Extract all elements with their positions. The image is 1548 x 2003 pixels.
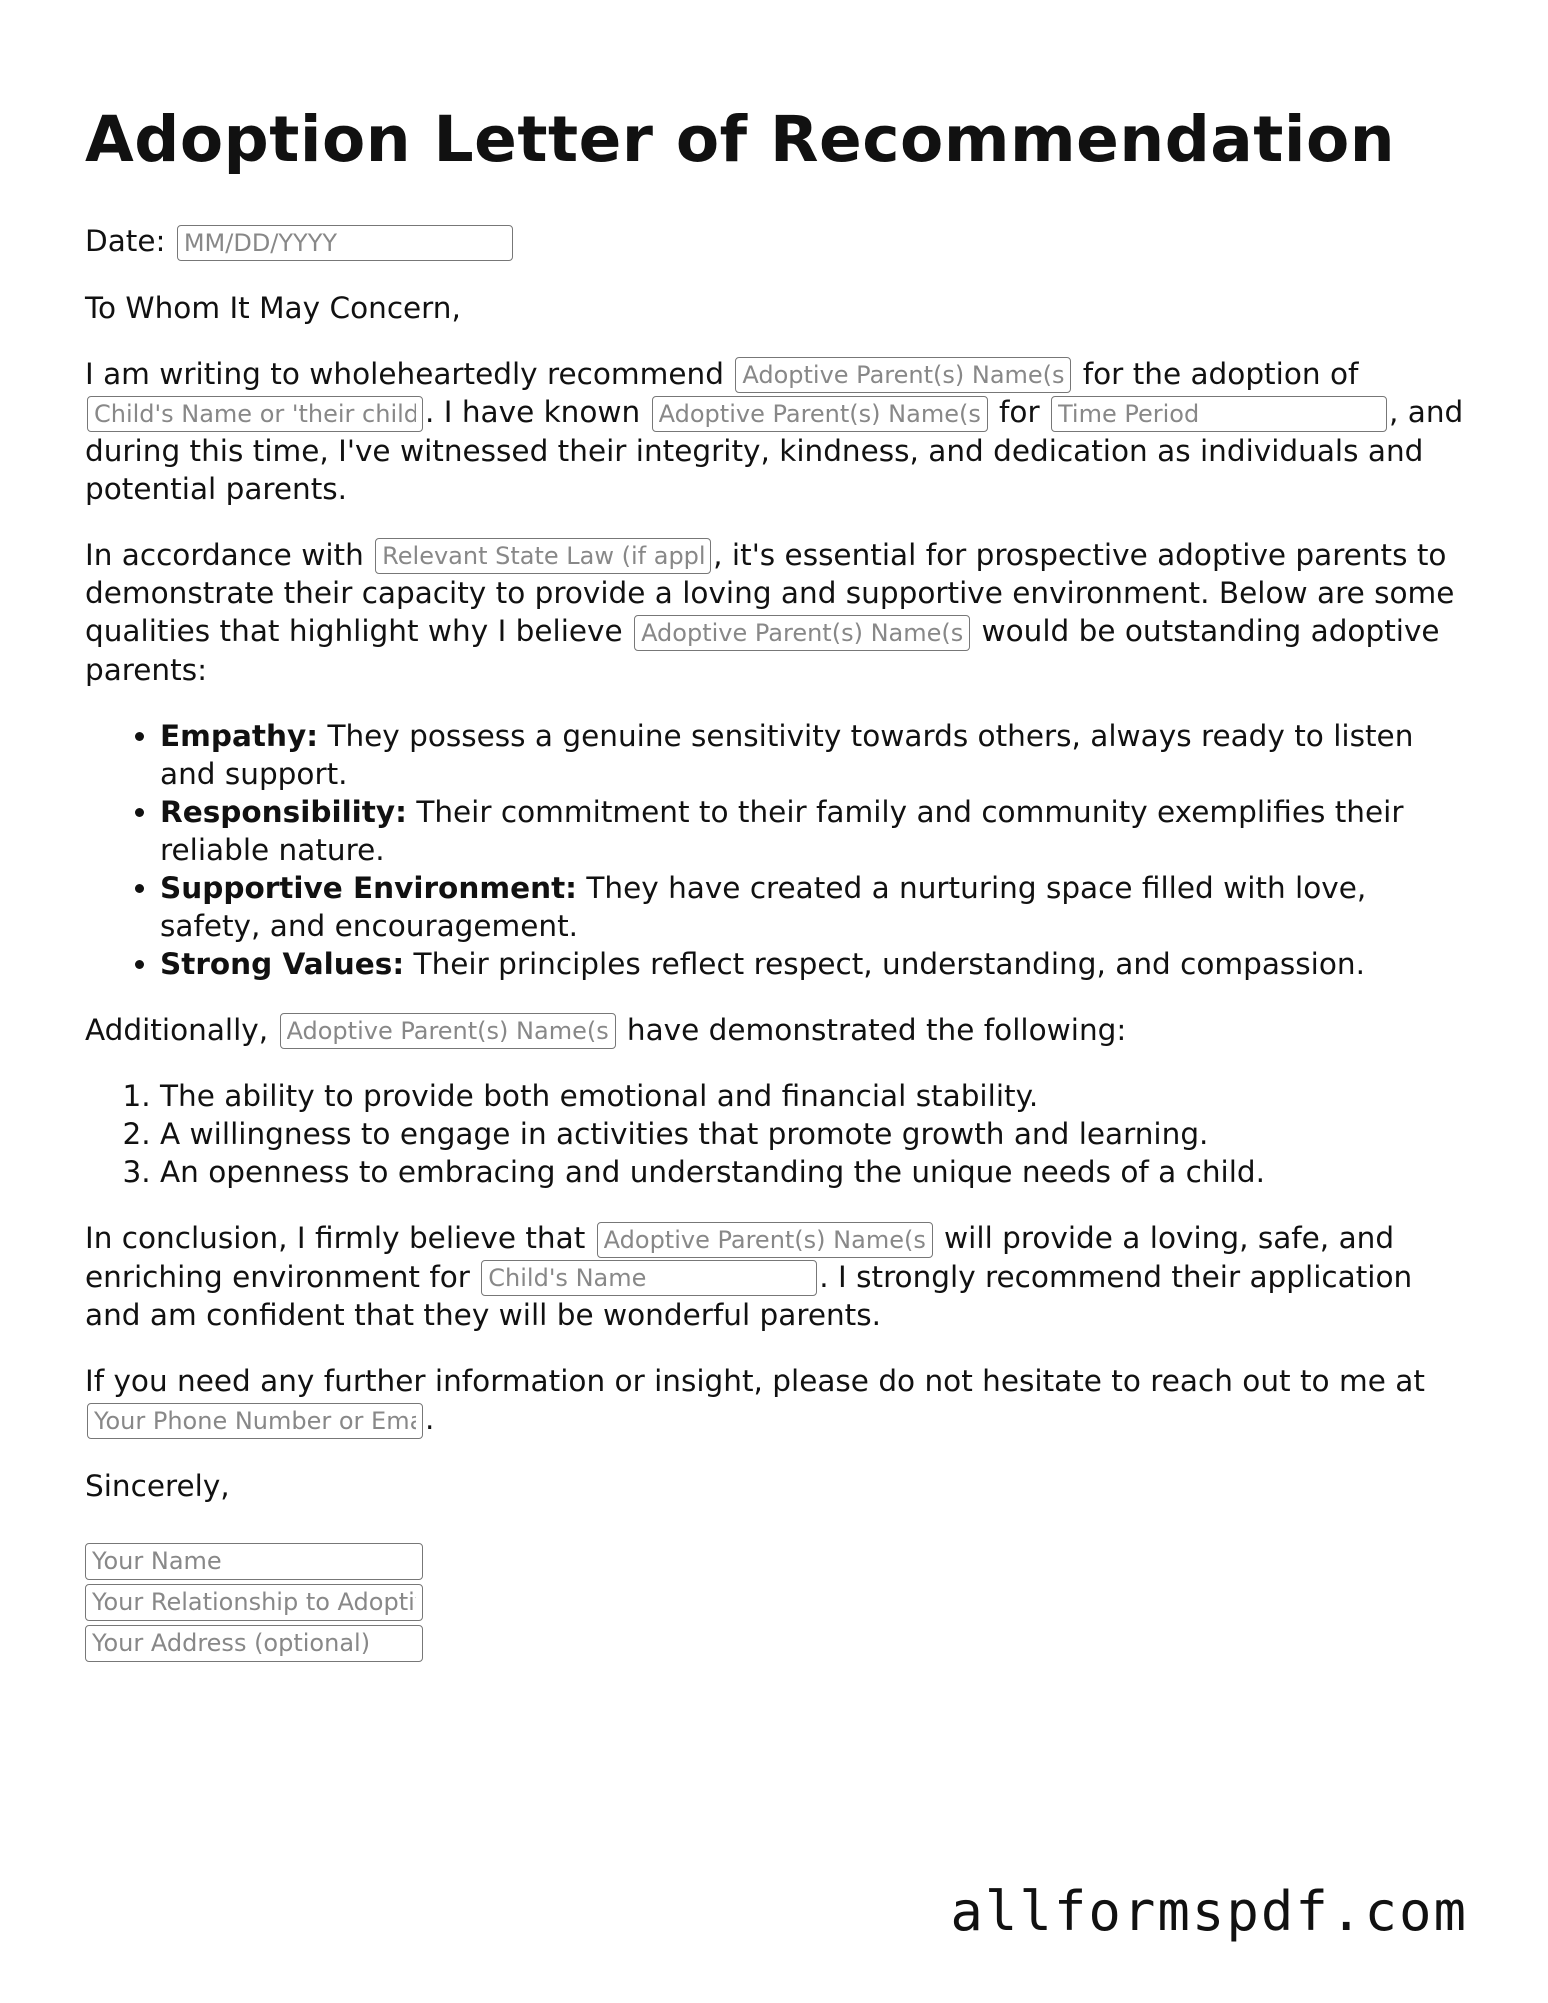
paragraph-text: will provide a loving, safe, and enriching environment for bbox=[85, 1221, 1395, 1294]
list-item: 3. An openness to embracing and understanding the unique needs of a child. bbox=[160, 1153, 1465, 1191]
date-input[interactable] bbox=[177, 225, 513, 261]
quality-label: Strong Values: bbox=[160, 946, 405, 981]
paragraph-recommendation bbox=[85, 355, 1465, 508]
quality-text: They possess a genuine sensitivity towards others, always ready to listen and support. bbox=[160, 718, 1414, 791]
paragraph-text: I am writing to wholeheartedly recommend bbox=[85, 356, 724, 391]
paragraph-text: have demonstrated the following: bbox=[626, 1012, 1127, 1047]
paragraph-text: If you need any further information or insight, please do not hesitate to reach out to me at bbox=[85, 1364, 1425, 1398]
paragraph-text: . I have known bbox=[425, 395, 641, 429]
demonstrated-list bbox=[85, 1077, 1465, 1191]
list-item: 1. The ability to provide both emotional and financial stability. bbox=[160, 1077, 1465, 1115]
adoptive-parents-name-input-2[interactable] bbox=[652, 396, 988, 432]
list-item: 2. A willingness to engage in activities that promote growth and learning. bbox=[160, 1115, 1465, 1153]
signature-block bbox=[85, 1543, 1465, 1662]
list-item bbox=[160, 717, 1465, 793]
date-label: Date: bbox=[85, 224, 166, 258]
paragraph-text: Additionally, bbox=[85, 1012, 269, 1047]
paragraph-text: . bbox=[425, 1402, 435, 1436]
quality-label: Responsibility: bbox=[160, 794, 407, 829]
adoptive-parents-name-input[interactable] bbox=[735, 357, 1071, 393]
contact-input[interactable] bbox=[87, 1403, 423, 1439]
paragraph-text: In accordance with bbox=[85, 537, 364, 572]
time-period-input[interactable] bbox=[1051, 396, 1387, 432]
paragraph-qualities-intro bbox=[85, 536, 1465, 689]
child-name-input[interactable] bbox=[87, 396, 423, 432]
paragraph-text: and during this time, I've witnessed their integrity, kindness, and dedication as individuals and potential parents. bbox=[85, 395, 1464, 506]
paragraph-text: , bbox=[1388, 395, 1399, 429]
paragraph-text: , it's essential for prospective adoptive parents to demonstrate their capacity to provide a loving and supportive environment. Below are some qualities that highlight why I believe bbox=[85, 537, 1455, 648]
list-item bbox=[160, 869, 1465, 945]
quality-label: Supportive Environment: bbox=[160, 870, 577, 905]
child-name-input-2[interactable] bbox=[481, 1260, 817, 1296]
address-input[interactable] bbox=[85, 1625, 423, 1662]
watermark: allformspdf.com bbox=[950, 1880, 1468, 1943]
paragraph-additionally bbox=[85, 1011, 1465, 1050]
date-line bbox=[85, 222, 1465, 261]
adoptive-parents-name-input-4[interactable] bbox=[280, 1013, 616, 1049]
your-name-input[interactable] bbox=[85, 1543, 423, 1580]
quality-text: Their commitment to their family and community exemplifies their reliable nature. bbox=[160, 794, 1404, 867]
paragraph-text: would be outstanding adoptive parents: bbox=[85, 614, 1440, 687]
quality-text: They have created a nurturing space filled with love, safety, and encouragement. bbox=[160, 870, 1367, 943]
paragraph-text: In conclusion, I firmly believe that bbox=[85, 1221, 586, 1255]
closing: Sincerely, bbox=[85, 1468, 230, 1503]
paragraph-text: for the adoption of bbox=[1082, 356, 1359, 391]
salutation: To Whom It May Concern, bbox=[85, 290, 461, 325]
adoptive-parents-name-input-3[interactable] bbox=[634, 615, 970, 651]
quality-text: Their principles reflect respect, understanding, and compassion. bbox=[413, 946, 1365, 981]
list-item bbox=[160, 793, 1465, 869]
paragraph-text: . I strongly recommend their application and am confident that they will be wonderful parents. bbox=[85, 1259, 1413, 1332]
list-item bbox=[160, 945, 1465, 983]
letter-page bbox=[85, 100, 1465, 1666]
page-title: Adoption Letter of Recommendation bbox=[85, 103, 1396, 176]
quality-label: Empathy: bbox=[160, 718, 319, 753]
qualities-list bbox=[85, 717, 1465, 983]
paragraph-text: for bbox=[999, 395, 1040, 429]
paragraph-conclusion bbox=[85, 1219, 1465, 1334]
relationship-input[interactable] bbox=[85, 1584, 423, 1621]
paragraph-contact bbox=[85, 1362, 1465, 1439]
adoptive-parents-name-input-5[interactable] bbox=[597, 1222, 933, 1258]
state-law-input[interactable] bbox=[375, 538, 711, 574]
